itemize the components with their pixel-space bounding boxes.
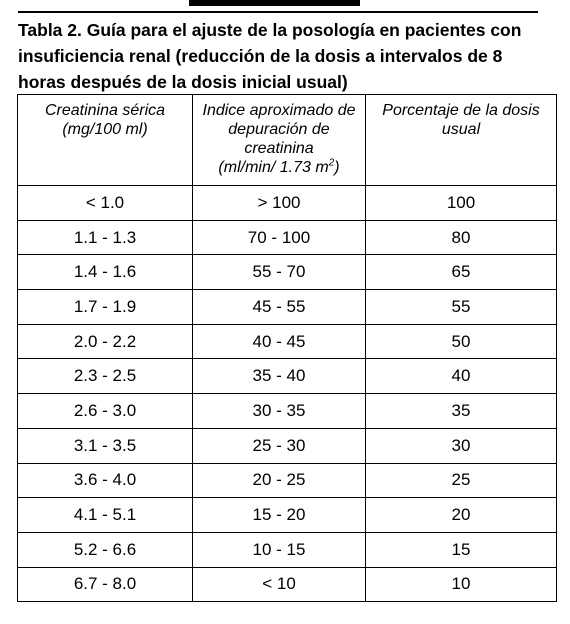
table-row [18, 324, 557, 359]
table-row [18, 567, 557, 602]
cell-porcentaje: 15 [366, 532, 557, 567]
cropped-heading-fragment [189, 0, 360, 6]
cell-porcentaje: 20 [366, 498, 557, 533]
header-row [18, 95, 557, 186]
table-row [18, 498, 557, 533]
cell-depuracion: 10 - 15 [193, 532, 366, 567]
table-row [18, 290, 557, 325]
header-depuracion: Indice aproximado de depuración de creatinina (ml/min/ 1.73 $m^2$) [193, 95, 366, 186]
cell-depuracion: 15 - 20 [193, 498, 366, 533]
table-row [18, 428, 557, 463]
cell-porcentaje: 25 [366, 463, 557, 498]
cell-depuracion: < 10 [193, 567, 366, 602]
table-row [18, 186, 557, 221]
cell-depuracion: 40 - 45 [193, 324, 366, 359]
table-row [18, 463, 557, 498]
table-row [18, 220, 557, 255]
cell-creatinina: 6.7 - 8.0 [18, 567, 193, 602]
cell-creatinina: 3.1 - 3.5 [18, 428, 193, 463]
cell-porcentaje: 35 [366, 394, 557, 429]
dosage-table [17, 94, 557, 602]
cell-depuracion: 25 - 30 [193, 428, 366, 463]
cell-creatinina: < 1.0 [18, 186, 193, 221]
cell-porcentaje: 100 [366, 186, 557, 221]
cell-depuracion: 45 - 55 [193, 290, 366, 325]
cell-creatinina: 1.4 - 1.6 [18, 255, 193, 290]
header-porcentaje: Porcentaje de la dosis usual [366, 95, 557, 186]
cell-depuracion: 35 - 40 [193, 359, 366, 394]
cell-creatinina: 5.2 - 6.6 [18, 532, 193, 567]
cell-creatinina: 1.1 - 1.3 [18, 220, 193, 255]
table-title: Tabla 2. Guía para el ajuste de la posología en pacientes con insuficiencia renal (reducción de la dosis a intervalos de 8 horas después de la dosis inicial usual) [18, 20, 522, 92]
cell-porcentaje: 30 [366, 428, 557, 463]
table-row [18, 255, 557, 290]
cell-depuracion: 70 - 100 [193, 220, 366, 255]
cell-creatinina: 3.6 - 4.0 [18, 463, 193, 498]
header-creatinina: Creatinina sérica (mg/100 ml) [18, 95, 193, 186]
cell-creatinina: 4.1 - 5.1 [18, 498, 193, 533]
cell-depuracion: > 100 [193, 186, 366, 221]
cell-depuracion: 55 - 70 [193, 255, 366, 290]
cell-creatinina: 2.3 - 2.5 [18, 359, 193, 394]
cell-creatinina: 2.0 - 2.2 [18, 324, 193, 359]
table-row [18, 532, 557, 567]
cell-depuracion: 20 - 25 [193, 463, 366, 498]
cell-creatinina: 2.6 - 3.0 [18, 394, 193, 429]
cell-porcentaje: 10 [366, 567, 557, 602]
cell-depuracion: 30 - 35 [193, 394, 366, 429]
cell-creatinina: 1.7 - 1.9 [18, 290, 193, 325]
title-rule [18, 11, 538, 13]
cell-porcentaje: 50 [366, 324, 557, 359]
cell-porcentaje: 55 [366, 290, 557, 325]
cell-porcentaje: 80 [366, 220, 557, 255]
cell-porcentaje: 40 [366, 359, 557, 394]
table-row [18, 394, 557, 429]
table-row [18, 359, 557, 394]
cell-porcentaje: 65 [366, 255, 557, 290]
